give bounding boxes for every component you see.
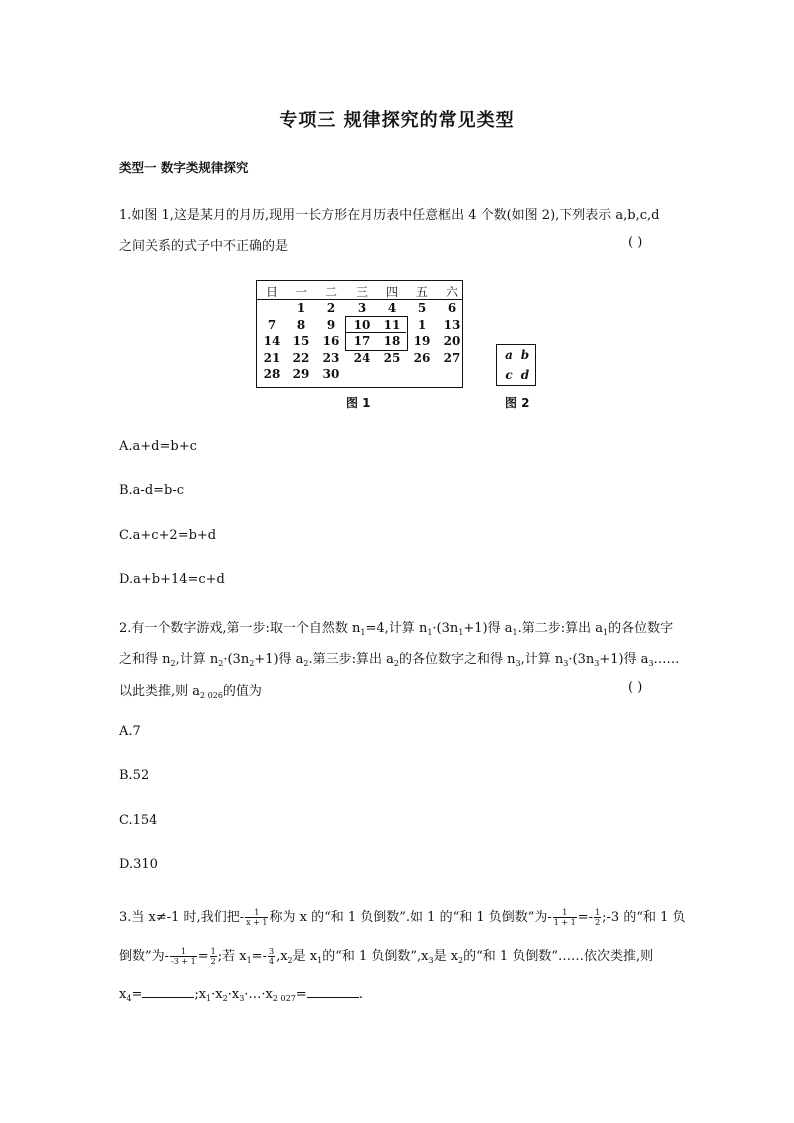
fraction: $\frac{1}{1 + 1}$ xyxy=(553,908,576,927)
calendar-day-cell: 20 xyxy=(443,334,461,348)
calendar-day-cell: 10 xyxy=(353,317,371,332)
q1-line2: 之间关系的式子中不正确的是 xyxy=(119,239,289,254)
calendar-day-cell: 8 xyxy=(296,317,306,332)
calendar-day-cell: 7 xyxy=(267,317,277,332)
fig2-d: d xyxy=(520,368,530,382)
q3-line2: 倒数”为- $\frac{1}{-3 + 1}$ = $\frac{1}{2}$ ;若 $x_1=-$ $\frac{3}{4}$ $,x_2$是 $x_1$的“和 1 负倒数$”,x_3$是 $x_2$的“和 1 负倒数”……依次类推,则 xyxy=(119,947,654,966)
figure2-box xyxy=(496,344,536,386)
answer-blank[interactable] xyxy=(307,996,359,998)
calendar-header-cell: 六 xyxy=(445,285,458,299)
calendar-day-cell: 1 xyxy=(417,317,427,332)
calendar-day-cell: 14 xyxy=(263,334,281,348)
calendar-day-cell: 15 xyxy=(292,334,310,348)
q1-option-a: A.a+d=b+c xyxy=(119,439,197,454)
q2-line3: 以此类推,则 $a_{2 026}$的值为 xyxy=(119,684,262,700)
answer-blank[interactable] xyxy=(142,996,194,998)
calendar-selection-box xyxy=(345,316,408,351)
calendar-header-divider xyxy=(257,299,462,300)
calendar-day-cell: 4 xyxy=(387,301,397,315)
fraction: $\frac{1}{2}$ xyxy=(595,908,601,927)
fig2-b: b xyxy=(520,348,530,362)
q2-option-b: B.52 xyxy=(119,768,150,783)
calendar-day-cell: 28 xyxy=(263,367,281,381)
calendar-header-cell: 四 xyxy=(385,285,398,299)
q2-option-d: D.310 xyxy=(119,857,158,872)
calendar-day-cell: 29 xyxy=(292,367,310,381)
fraction: $\frac{3}{4}$ xyxy=(268,947,275,966)
calendar-day-cell: 17 xyxy=(353,334,371,348)
calendar-day-cell: 25 xyxy=(383,350,401,365)
fraction: $\frac{1}{-3 + 1}$ xyxy=(171,947,196,966)
calendar-day-cell: 30 xyxy=(322,367,340,381)
q1-answer-paren: ( ) xyxy=(628,235,643,250)
calendar-day-cell: 16 xyxy=(322,334,340,348)
calendar-day-cell: 18 xyxy=(383,334,401,348)
calendar-day-cell: 19 xyxy=(413,334,431,348)
fraction: $\frac{1}{2}$ xyxy=(210,947,216,966)
calendar-header-cell: 五 xyxy=(415,285,428,299)
calendar-day-cell: 11 xyxy=(383,317,401,332)
fraction: $\frac{1}{x + 1}$ xyxy=(246,908,268,927)
page-title: 专项三 规律探究的常见类型 xyxy=(279,110,515,131)
fig2-a: a xyxy=(505,348,513,362)
calendar-day-cell: 27 xyxy=(443,350,461,365)
q3-line3: $x_4=$ $;x_1\cdot x_2\cdot x_3\cdot\dots\cdot x_{2 027}=$ . xyxy=(119,987,363,1003)
calendar-day-cell: 23 xyxy=(322,350,340,365)
calendar-day-cell: 22 xyxy=(292,350,310,365)
calendar-day-cell: 26 xyxy=(413,350,431,365)
fig2-c: c xyxy=(505,368,513,382)
calendar-day-cell: 3 xyxy=(357,301,367,315)
figure1-caption: 图 1 xyxy=(346,396,371,410)
calendar-day-cell: 5 xyxy=(417,301,427,315)
calendar-day-cell: 2 xyxy=(326,301,336,315)
q3-line1: 3.当 x≠-1 时,我们把- $\frac{1}{x + 1}$ 称为 x 的“和 1 负倒数”.如 1 的“和 1 负倒数”为- $\frac{1}{1 + 1}$ =- $\frac{1}{2}$ ;-3 的“和 1 负 xyxy=(119,908,686,927)
q1-option-b: B.a-d=b-c xyxy=(119,483,185,498)
q2-option-c: C.154 xyxy=(119,813,158,828)
calendar-day-cell: 1 xyxy=(296,301,306,315)
calendar-day-cell: 13 xyxy=(443,317,461,332)
q2-option-a: A.7 xyxy=(119,724,141,739)
calendar-day-cell: 9 xyxy=(326,317,336,332)
calendar-day-cell: 6 xyxy=(447,301,457,315)
q1-option-c: C.a+c+2=b+d xyxy=(119,528,217,543)
q2-answer-paren: ( ) xyxy=(628,680,643,695)
calendar-header-cell: 三 xyxy=(355,285,368,299)
calendar-header-cell: 二 xyxy=(324,285,337,299)
q2-line2: 之和得 $n_2$,计算 $n_2\cdot(3n_2+1)$得 $a_2$.第三步:算出 $a_2$的各位数字之和得 $n_3$,计算 $n_3\cdot(3n_3+1)$得 $a_3\dots\dots$ xyxy=(119,652,680,668)
q2-line1: 2.有一个数字游戏,第一步:取一个自然数 $n_1=4$,计算 $n_1\cdot(3n_1+1)$得 $a_1$.第二步:算出 $a_1$的各位数字 xyxy=(119,621,674,637)
figure2-caption: 图 2 xyxy=(505,396,530,410)
calendar-selection-divider xyxy=(345,332,406,333)
calendar-day-cell: 21 xyxy=(263,350,281,365)
calendar-figure xyxy=(256,280,463,388)
q1-line1: 1.如图 1,这是某月的月历,现用一长方形在月历表中任意框出 4 个数(如图 2),下列表示 a,b,c,d xyxy=(119,208,660,223)
calendar-header-cell: 日 xyxy=(265,285,278,299)
calendar-header-cell: 一 xyxy=(294,285,307,299)
section-heading: 类型一 数字类规律探究 xyxy=(119,160,249,175)
calendar-day-cell: 24 xyxy=(353,350,371,365)
q1-option-d: D.a+b+14=c+d xyxy=(119,572,225,587)
